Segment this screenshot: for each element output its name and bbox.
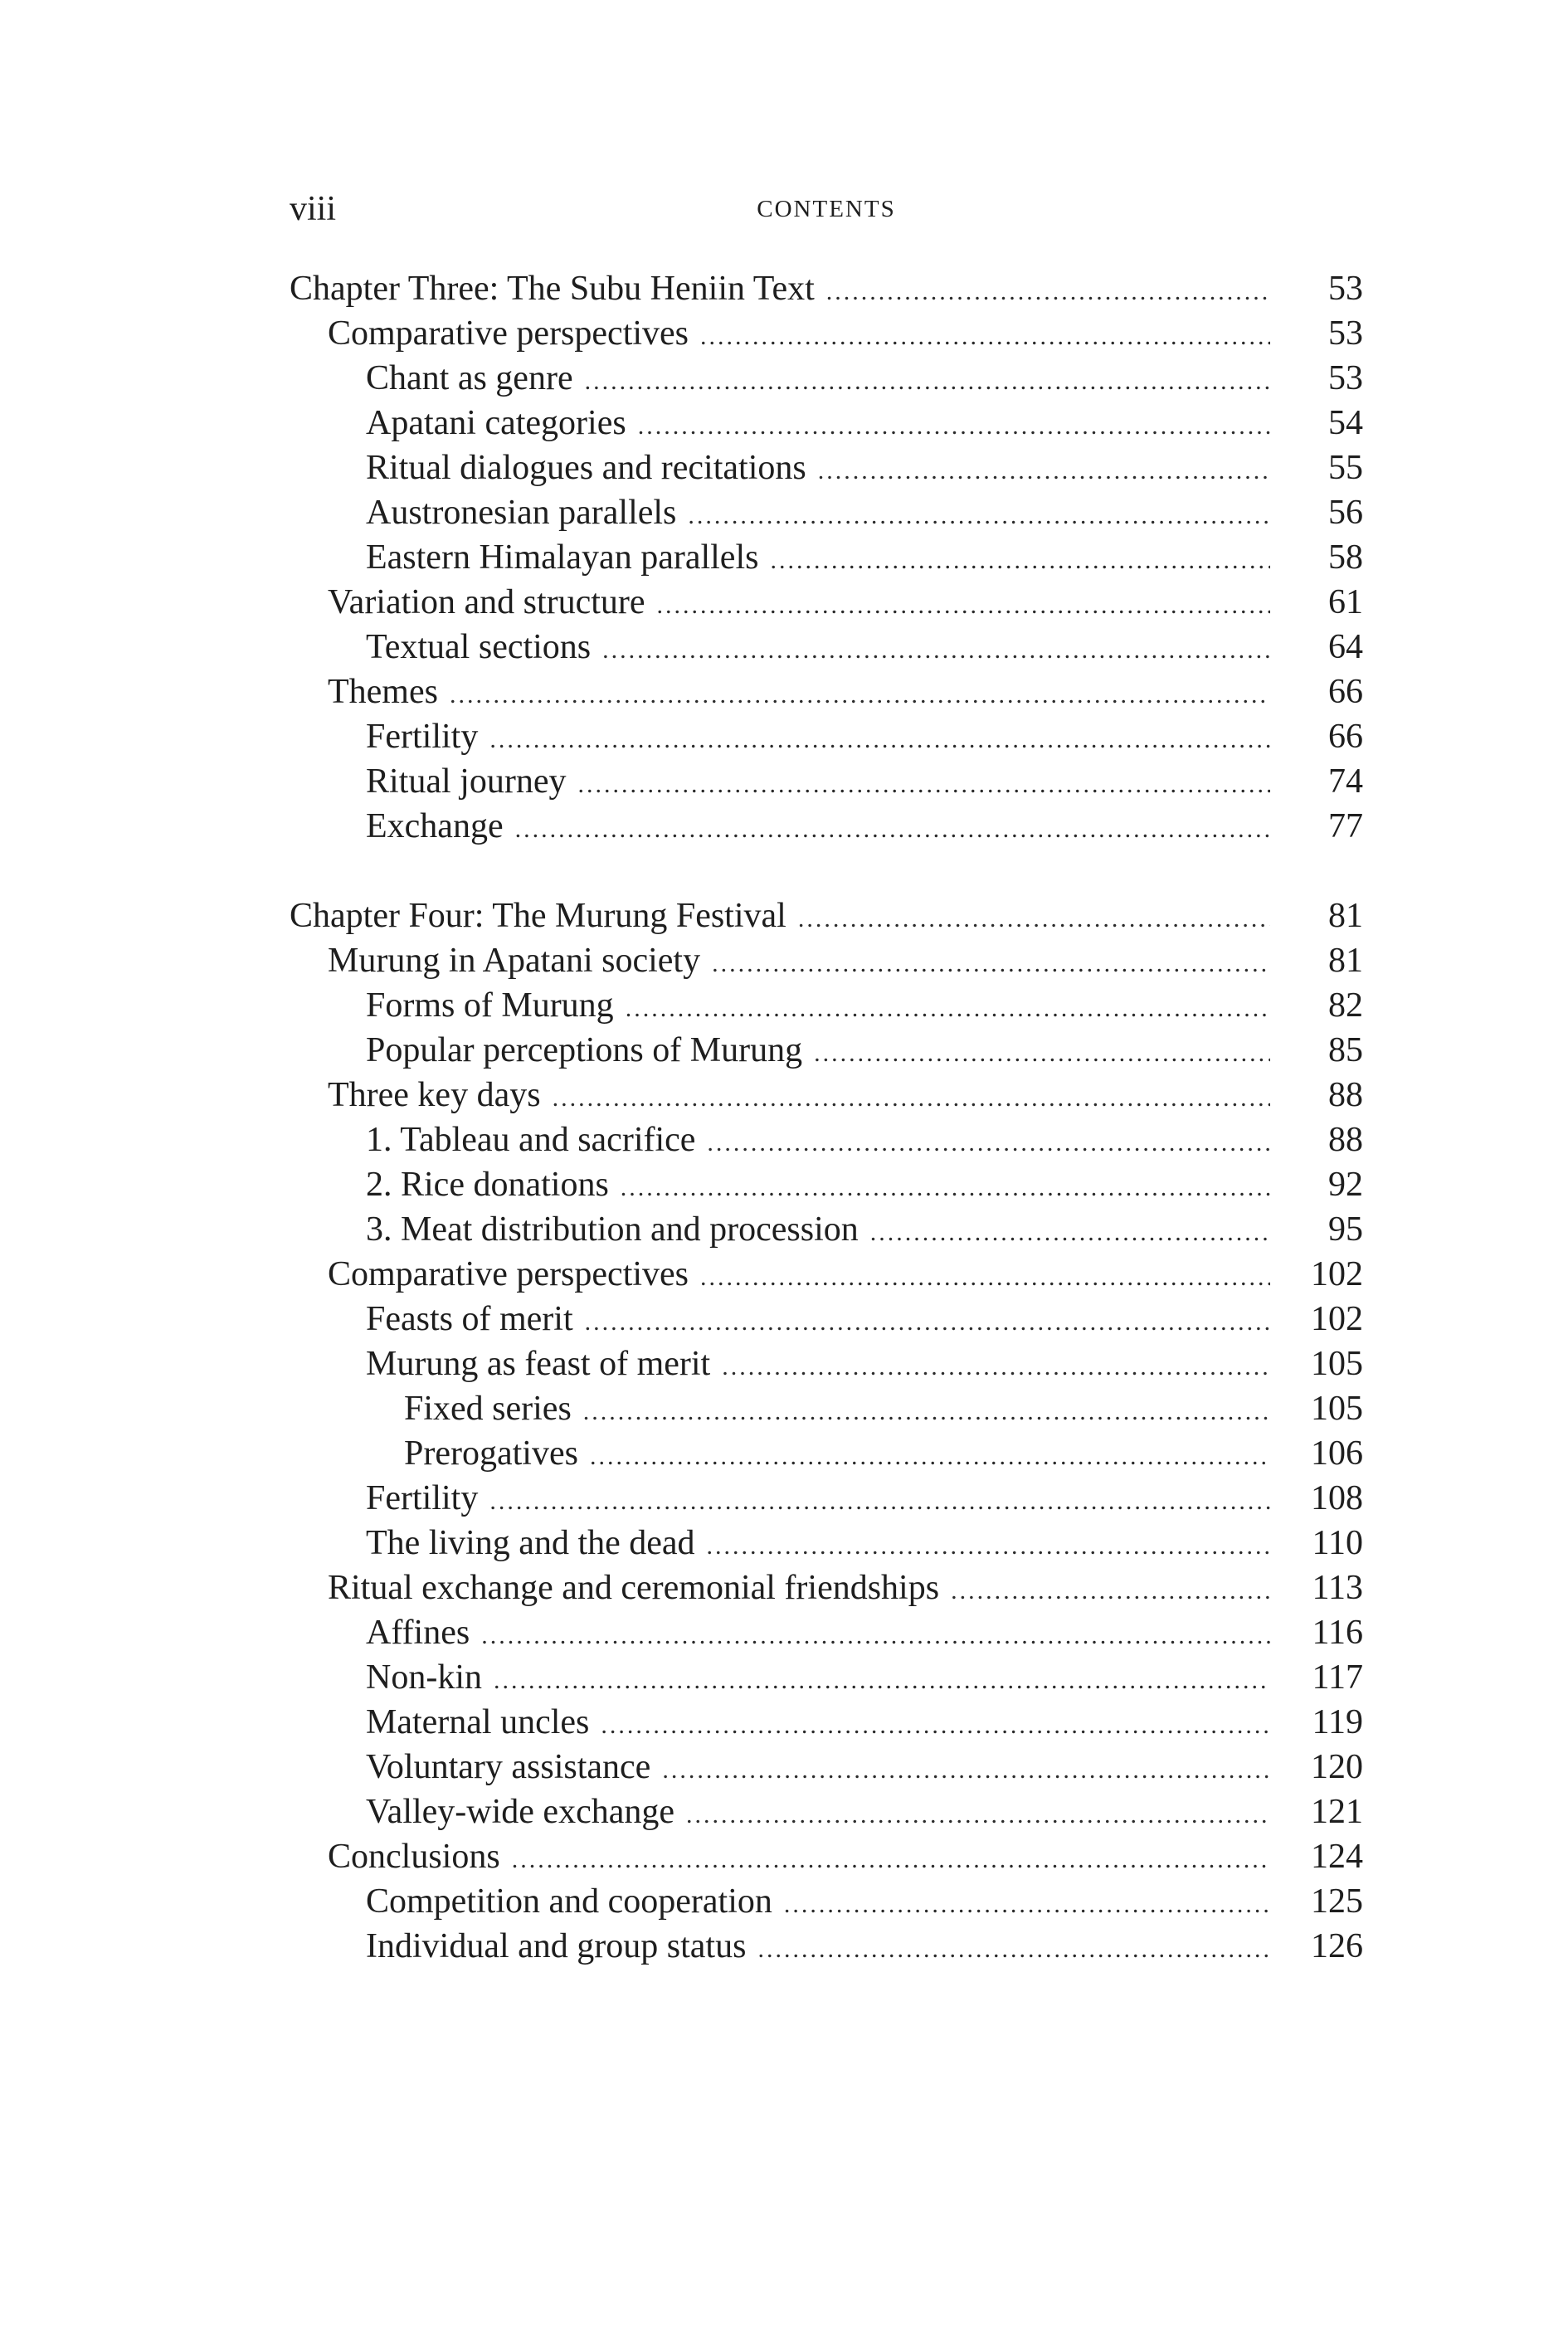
toc-page-number: 53 [1328, 314, 1363, 353]
toc-entry-title: 3. Meat distribution and procession [366, 1210, 859, 1249]
toc-entry-title: Murung in Apatani society [328, 942, 701, 980]
toc-entry [290, 670, 1363, 714]
dot-leader [585, 359, 1270, 404]
dot-leader [798, 897, 1270, 942]
toc-page-number: 92 [1328, 1166, 1363, 1204]
toc-entry [290, 1566, 1363, 1610]
toc-entry-title: 2. Rice donations [366, 1166, 609, 1204]
toc-entry-title: Apatani categories [366, 404, 626, 442]
dot-leader [686, 1793, 1270, 1838]
toc-entry-title: Individual and group status [366, 1927, 747, 1965]
dot-leader [601, 1703, 1270, 1748]
toc-page-number: 108 [1311, 1479, 1363, 1517]
toc-entry-title: Feasts of merit [366, 1300, 573, 1338]
dot-leader [951, 1569, 1270, 1614]
toc-entry [290, 1252, 1363, 1297]
toc-entry [290, 1431, 1363, 1476]
toc-entry-title: Competition and cooperation [366, 1882, 772, 1921]
dot-leader [826, 270, 1270, 314]
toc-entry-title: Fixed series [404, 1390, 572, 1428]
toc-entry [290, 714, 1363, 759]
toc-chapter-entry [290, 894, 1363, 938]
toc-page-number: 105 [1311, 1345, 1363, 1383]
toc-entry [290, 625, 1363, 670]
toc-page-number: 124 [1311, 1838, 1363, 1876]
toc-entry [290, 1521, 1363, 1566]
toc-entry [290, 401, 1363, 446]
toc-entry-title: Variation and structure [328, 583, 645, 621]
toc-page-number: 121 [1311, 1793, 1363, 1831]
toc-entry-title: Eastern Himalayan parallels [366, 538, 759, 577]
toc-entry [290, 1655, 1363, 1700]
toc-entry [290, 1790, 1363, 1834]
toc-entry-title: Chapter Four: The Murung Festival [290, 897, 786, 935]
dot-leader [638, 404, 1270, 449]
toc-entry-title: Three key days [328, 1076, 541, 1114]
toc-entry [290, 490, 1363, 535]
dot-leader [621, 1166, 1270, 1210]
toc-entry-title: Comparative perspectives [328, 314, 689, 353]
toc-entry [290, 1207, 1363, 1252]
toc-entry [290, 1386, 1363, 1431]
toc-entry [290, 1700, 1363, 1745]
toc-page-number: 53 [1328, 270, 1363, 308]
dot-leader [784, 1882, 1270, 1927]
dot-leader [577, 762, 1270, 807]
toc-page-number: 56 [1328, 494, 1363, 532]
dot-leader [585, 1300, 1270, 1345]
dot-leader [450, 673, 1270, 718]
toc-page-number: 95 [1328, 1210, 1363, 1249]
dot-leader [626, 986, 1270, 1031]
dot-leader [602, 628, 1270, 673]
toc-page-number: 105 [1311, 1390, 1363, 1428]
toc-entry [290, 580, 1363, 625]
toc-page-number: 88 [1328, 1121, 1363, 1159]
toc-page-number: 116 [1312, 1614, 1363, 1652]
toc-page-number: 81 [1328, 942, 1363, 980]
dot-leader [770, 538, 1270, 583]
toc-entry-title: Exchange [366, 807, 504, 845]
toc-entry [290, 1924, 1363, 1969]
toc-entry [290, 1879, 1363, 1924]
toc-entry [290, 1118, 1363, 1162]
toc-entry-title: Non-kin [366, 1658, 482, 1697]
toc-page-number: 117 [1312, 1658, 1363, 1697]
dot-leader [481, 1614, 1270, 1658]
toc-entry-title: Prerogatives [404, 1434, 578, 1473]
toc-page-number: 106 [1311, 1434, 1363, 1473]
toc-entry [290, 1073, 1363, 1118]
dot-leader [489, 1479, 1270, 1524]
toc-entry [290, 1162, 1363, 1207]
toc-entry-title: Chapter Three: The Subu Heniin Text [290, 270, 815, 308]
dot-leader [657, 583, 1270, 628]
toc-entry-title: Valley-wide exchange [366, 1793, 674, 1831]
dot-leader [707, 1121, 1270, 1166]
page-folio: viii [290, 190, 337, 228]
toc-entry [290, 804, 1363, 849]
toc-entry-title: Comparative perspectives [328, 1255, 689, 1293]
toc-page-number: 66 [1328, 718, 1363, 756]
toc-entry [290, 938, 1363, 983]
toc-entry-title: Murung as feast of merit [366, 1345, 711, 1383]
toc-entry-title: Fertility [366, 1479, 479, 1517]
running-head [290, 184, 1363, 234]
toc-page-number: 113 [1312, 1569, 1363, 1607]
toc-page-number: 74 [1328, 762, 1363, 801]
dot-leader [712, 942, 1270, 986]
toc-page-number: 120 [1311, 1748, 1363, 1786]
toc-entry-title: Maternal uncles [366, 1703, 590, 1741]
dot-leader [818, 449, 1270, 494]
toc-page-number: 110 [1312, 1524, 1363, 1562]
toc-page-number: 55 [1328, 449, 1363, 487]
toc-entry-title: 1. Tableau and sacrifice [366, 1121, 696, 1159]
toc-entry-title: Popular perceptions of Murung [366, 1031, 803, 1069]
toc-page-number: 102 [1311, 1255, 1363, 1293]
toc-entry [290, 1028, 1363, 1073]
toc-entry [290, 983, 1363, 1028]
toc-entry [290, 1342, 1363, 1386]
dot-leader [722, 1345, 1270, 1390]
toc-entry-title: Chant as genre [366, 359, 573, 397]
dot-leader [814, 1031, 1270, 1076]
toc-entry [290, 446, 1363, 490]
toc-page-number: 64 [1328, 628, 1363, 666]
toc-page-number: 54 [1328, 404, 1363, 442]
toc-entry [290, 1834, 1363, 1879]
toc-entry [290, 1297, 1363, 1342]
toc-entry-title: Voluntary assistance [366, 1748, 651, 1786]
toc-entry-title: Ritual exchange and ceremonial friendships [328, 1569, 940, 1607]
dot-leader [662, 1748, 1270, 1793]
toc-page-number: 53 [1328, 359, 1363, 397]
toc-page-number: 66 [1328, 673, 1363, 711]
toc-entry-title: Austronesian parallels [366, 494, 677, 532]
dot-leader [707, 1524, 1270, 1569]
table-of-contents [290, 266, 1363, 1969]
toc-entry-title: Themes [328, 673, 438, 711]
toc-entry [290, 759, 1363, 804]
dot-leader [583, 1390, 1270, 1434]
toc-page-number: 58 [1328, 538, 1363, 577]
toc-entry-title: Forms of Murung [366, 986, 614, 1025]
toc-page-number: 88 [1328, 1076, 1363, 1114]
toc-entry [290, 311, 1363, 356]
toc-page-number: 85 [1328, 1031, 1363, 1069]
toc-entry-title: Textual sections [366, 628, 592, 666]
toc-entry [290, 1745, 1363, 1790]
toc-entry-title: The living and the dead [366, 1524, 695, 1562]
dot-leader [494, 1658, 1270, 1703]
toc-entry-title: Conclusions [328, 1838, 500, 1876]
dot-leader [688, 494, 1270, 538]
toc-page-number: 125 [1311, 1882, 1363, 1921]
dot-leader [489, 718, 1270, 762]
dot-leader [590, 1434, 1270, 1479]
toc-page-number: 102 [1311, 1300, 1363, 1338]
toc-entry-title: Ritual journey [366, 762, 567, 801]
dot-leader [870, 1210, 1270, 1255]
toc-chapter-entry [290, 266, 1363, 311]
toc-entry-title: Fertility [366, 718, 479, 756]
toc-page-number: 82 [1328, 986, 1363, 1025]
toc-page-number: 119 [1312, 1703, 1363, 1741]
dot-leader [757, 1927, 1270, 1972]
toc-entry-title: Affines [366, 1614, 470, 1652]
toc-page-number: 77 [1328, 807, 1363, 845]
dot-leader [512, 1838, 1270, 1882]
dot-leader [515, 807, 1270, 852]
toc-entry [290, 356, 1363, 401]
running-title: CONTENTS [757, 196, 896, 222]
toc-entry [290, 1610, 1363, 1655]
toc-page-number: 81 [1328, 897, 1363, 935]
toc-page-number: 126 [1311, 1927, 1363, 1965]
dot-leader [700, 1255, 1270, 1300]
toc-entry [290, 1476, 1363, 1521]
dot-leader [700, 314, 1270, 359]
toc-page-number: 61 [1328, 583, 1363, 621]
dot-leader [553, 1076, 1270, 1121]
toc-entry [290, 535, 1363, 580]
toc-entry-title: Ritual dialogues and recitations [366, 449, 806, 487]
